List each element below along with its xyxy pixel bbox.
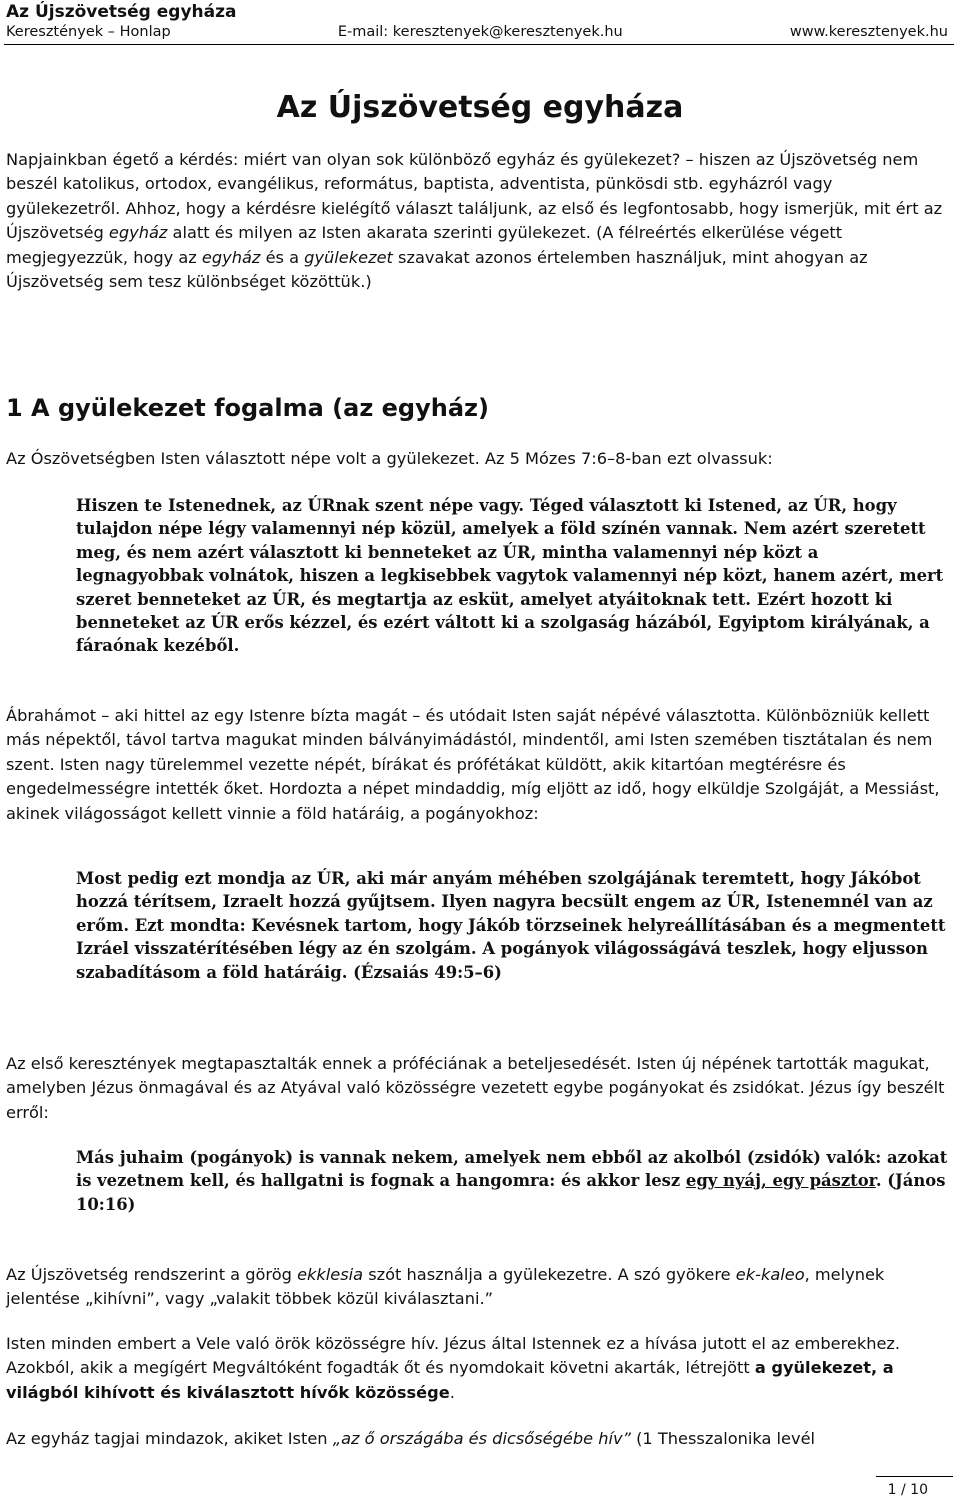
page-title: Az Újszövetség egyháza [276, 90, 684, 125]
p6-text-a: Az egyház tagjai mindazok, akiket Isten [6, 1429, 333, 1448]
quote-john-text-a: Más juhaim (pogányok) is vannak nekem, amelyek nem ebből az akolból (zsidók) valók: azokat is vezetnem kell, és hallgatni is fognak a hangomra: és akkor lesz [76, 1148, 948, 1191]
intro-text-c: és a [260, 247, 305, 267]
header-home-link[interactable]: Keresztények – Honlap [6, 24, 171, 40]
paragraph-4 [6, 1263, 951, 1312]
intro-paragraph [6, 148, 951, 294]
intro-em-a: egyház [108, 223, 168, 243]
quote-john [76, 1146, 951, 1216]
intro-text-d: szavakat azonos értelemben használjuk, mint ahogyan az Újszövetség sem tesz különbséget közöttük.) [6, 247, 868, 292]
p4-em-ekklesia: ekklesia [297, 1265, 364, 1284]
p6-text-b: (1 Thesszalonika levél [630, 1429, 816, 1448]
header-divider [4, 44, 954, 45]
intro-em-b: egyház [201, 247, 261, 267]
paragraph-6 [6, 1427, 951, 1451]
intro-text-a: Napjainkban égető a kérdés: miért van olyan sok különböző egyház és gyülekezet? – hiszen az Újszövetség nem beszél katolikus, ortodox, evangélikus, református, baptista, adventista, pünkösdi stb. egyházról vagy gyülekezetről. Ahhoz, hogy a kérdésre kielégítő választ találjunk, az első és legfontosabb, hogy ismerjük, mit ért az Újszövetség [6, 150, 943, 243]
page-number: 1 / 10 [887, 1482, 928, 1498]
paragraph-3: Az első keresztények megtapasztalták ennek a próféciának a beteljesedését. Isten új népének tartották magukat, amelyben Jézus önmagával és az Atyával való közösségre vezetett egybe pogányokat és zsidókat. Jézus így beszélt erről: [6, 1054, 945, 1122]
page-header [6, 2, 948, 42]
quote-john-text-b: . (János 10:16) [76, 1171, 946, 1214]
header-title: Az Újszövetség egyháza [6, 2, 237, 22]
header-row [6, 22, 948, 42]
header-email-link[interactable]: E-mail: keresztenyek@keresztenyek.hu [337, 24, 623, 40]
p6-em: „az ő országába és dicsőségébe hív” [332, 1429, 631, 1448]
p5-text-a: Isten minden embert a Vele való örök közösségre hív. Jézus által Istennek ez a hívása jutott el az emberekhez. Azokból, akik a megígért Megváltóként fogadták őt és nyomdokait követni akarták, létrejött [6, 1334, 901, 1378]
section-heading: 1 A gyülekezet fogalma (az egyház) [6, 394, 489, 422]
intro-em-c: gyülekezet [304, 247, 393, 267]
paragraph-5 [6, 1332, 951, 1405]
paragraph-1: Az Ószövetségben Isten választott népe volt a gyülekezet. Az 5 Mózes 7:6–8-ban ezt olvassuk: [6, 449, 773, 468]
p5-text-c: . [449, 1382, 455, 1402]
paragraph-2: Ábrahámot – aki hittel az egy Istenre bízta magát – és utódait Isten saját népévé választotta. Különbözniük kellett más népektől, távol tartva magukat minden bálványimádástól, mindentől, ami Isten szemében tisztátalan és nem szent. Isten nagy türelemmel vezette népét, bírákat és prófétákat küldött, akik kitartóan megtérésre és engedelmességre intették őket. Hordozta a népet mindaddig, míg eljött az idő, hogy elküldje Szolgáját, a Messiást, akinek világosságot kellett vinnie a föld határáig, a pogányokhoz: [6, 706, 940, 823]
quote-moses: Hiszen te Istenednek, az ÚRnak szent népe vagy. Téged választott ki Istened, az ÚR, hogy tulajdon népe légy valamennyi nép közül, amelyek a föld színén vannak. Nem azért szeretett meg, és nem azért választott ki benneteket az ÚR, mintha valamennyi nép közt a legnagyobbak volnátok, hiszen a legkisebbek vagytok valamennyi nép közt, hanem azért, mert szeret benneteket az ÚR, és megtartja az esküt, amelyet atyáitoknak tett. Ezért hozott ki benneteket az ÚR erős kézzel, és ezért váltott ki a szolgaság házából, Egyiptom királyának, a fáraónak kezéből. [76, 496, 944, 656]
p5-bold: a gyülekezet, a világból kihívott és kiválasztott hívők közössége [6, 1358, 894, 1402]
quote-isaiah: Most pedig ezt mondja az ÚR, aki már anyám méhében szolgájának teremtett, hogy Jákóbot hozzá térítsem, Izraelt hozzá gyűjtsem. Ilyen nagyra becsült engem az ÚR, Istenemnél van az erőm. Ezt mondta: Kevésnek tartom, hogy Jákób törzseinek helyreállításában és a megmentett Izráel visszatérítésében légy az én szolgám. A pogányok világosságává teszlek, hogy eljusson szabadításom a föld határáig. (Ézsaiás 49:5–6) [76, 869, 946, 982]
p4-text-b: szót használja a gyülekezetre. A szó gyökere [363, 1265, 736, 1284]
header-site-link[interactable]: www.keresztenyek.hu [789, 24, 948, 40]
p4-text-a: Az Újszövetség rendszerint a görög [6, 1265, 298, 1284]
footer-divider [876, 1476, 953, 1477]
p4-text-c: , melynek jelentése „kihívni”, vagy „valakit többek közül kiválasztani.” [6, 1265, 885, 1309]
intro-text-b: alatt és milyen az Isten akarata szerinti gyülekezet. (A félreértés elkerülése végett megjegyezzük, hogy az [6, 223, 843, 267]
quote-john-underlined: egy nyáj, egy pásztor [685, 1171, 876, 1191]
p4-em-ekkaleo: ek-kaleo [735, 1265, 805, 1284]
